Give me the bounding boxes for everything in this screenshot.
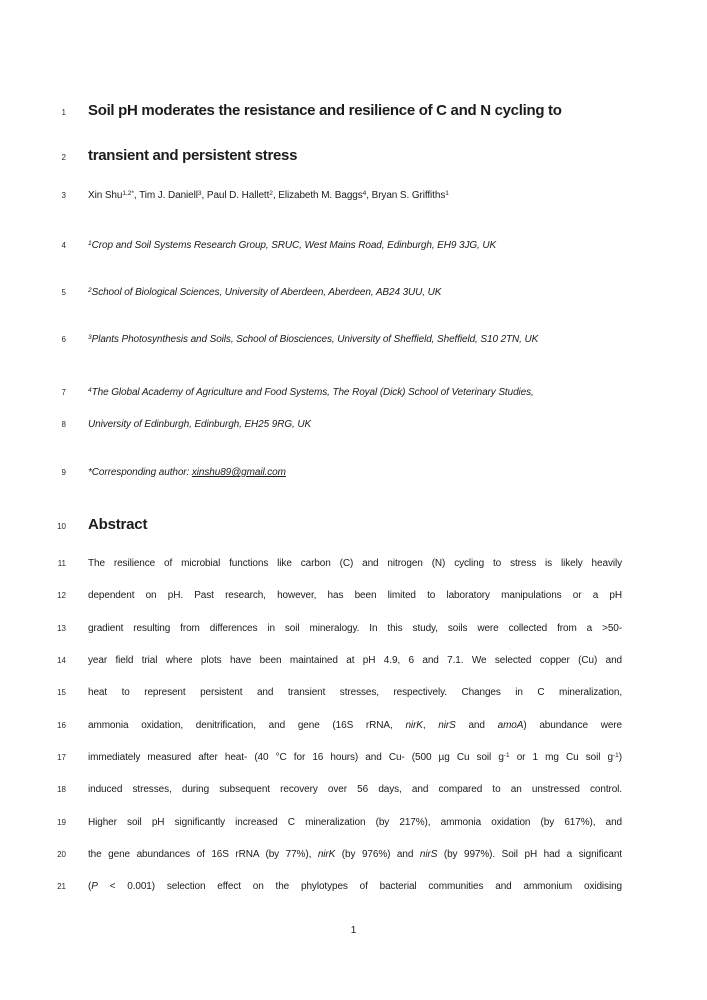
affiliation-name: Plants Photosynthesis and Soils, School of Biosciences, University of Sheffield, Sheffield, S10 2TN, UK xyxy=(91,334,539,345)
abstract-text-run: , xyxy=(422,720,439,731)
line-number: 1 xyxy=(61,108,66,117)
affiliation-3 xyxy=(28,333,622,348)
abstract-text: year field trial where plots have been maintained at pH 4.9, 6 and 7.1. We selected copper (Cu) and xyxy=(88,655,622,666)
gene-name: nirK xyxy=(317,849,336,860)
line-number: 4 xyxy=(61,241,66,250)
abstract-line xyxy=(28,880,622,894)
abstract-line xyxy=(28,751,622,766)
corresponding-author-text xyxy=(88,466,622,480)
line-number: 20 xyxy=(57,850,66,859)
abstract-text-run: ( xyxy=(88,881,92,892)
affiliation-name: The Global Academy of Agriculture and Food Systems, The Royal (Dick) School of Veterinary Studies, xyxy=(91,387,534,398)
abstract-line xyxy=(28,654,622,668)
abstract-text-run: or 1 mg Cu soil g xyxy=(509,752,613,763)
line-number: 14 xyxy=(57,656,66,665)
author-name: , Elizabeth M. Baggs xyxy=(272,190,363,201)
abstract-text xyxy=(88,848,622,862)
paper-title-text: Soil pH moderates the resistance and resilience of C and N cycling to xyxy=(88,102,562,119)
abstract-heading xyxy=(28,514,622,536)
line-number: 13 xyxy=(57,624,66,633)
abstract-text: dependent on pH. Past research, however, has been limited to laboratory manipulations or a pH xyxy=(88,590,622,601)
line-number: 6 xyxy=(61,335,66,344)
abstract-text-run: ) xyxy=(618,752,622,763)
abstract-text-run: ) abundance were xyxy=(523,720,622,731)
line-number: 5 xyxy=(61,288,66,297)
author-affiliation-superscript: 1,2* xyxy=(122,189,134,197)
authors-line xyxy=(28,189,622,204)
title-line-1 xyxy=(28,100,622,122)
line-number: 16 xyxy=(57,721,66,730)
abstract-text-run: ammonia oxidation, denitrification, and gene (16S rRNA, xyxy=(88,720,406,731)
affiliation-number-superscript: 3 xyxy=(88,333,92,341)
author-affiliation-superscript: 3 xyxy=(197,189,202,197)
authors-text xyxy=(88,189,622,204)
author-affiliation-superscript: 1 xyxy=(445,189,449,197)
paper-title-text: transient and persistent stress xyxy=(88,147,298,164)
author-name: , Paul D. Hallett xyxy=(201,190,270,201)
page-number: 1 xyxy=(350,925,357,936)
affiliation-name: Crop and Soil Systems Research Group, SRUC, West Mains Road, Edinburgh, EH9 3JG, UK xyxy=(91,240,497,251)
affiliation-number-superscript: 2 xyxy=(88,286,92,294)
affiliation-text xyxy=(88,386,622,401)
abstract-line xyxy=(28,719,622,733)
abstract-text-run: immediately measured after heat- (40 °C for 16 hours) and Cu- (500 µg Cu soil g xyxy=(88,752,504,763)
line-number: 12 xyxy=(57,591,66,600)
affiliation-4-line-2 xyxy=(28,418,622,432)
line-number: 21 xyxy=(57,882,66,891)
gene-name: amoA xyxy=(497,720,524,731)
abstract-text: gradient resulting from differences in soil mineralogy. In this study, soils were collected from a >50- xyxy=(88,623,622,634)
gene-name: nirS xyxy=(419,849,438,860)
author-name: , Bryan S. Griffiths xyxy=(366,190,446,201)
title-line-2 xyxy=(28,145,622,167)
author-affiliation-superscript: 4 xyxy=(362,189,367,197)
abstract-text-run: (by 976%) and xyxy=(335,849,420,860)
statistic-p-italic: P xyxy=(91,881,98,892)
line-number: 15 xyxy=(57,688,66,697)
abstract-text: induced stresses, during subsequent recovery over 56 days, and compared to an unstressed control. xyxy=(88,784,622,795)
abstract-text xyxy=(88,880,622,894)
corresponding-author-label: *Corresponding author: xyxy=(88,467,192,478)
abstract-heading-text: Abstract xyxy=(88,516,148,533)
affiliation-text xyxy=(88,333,622,348)
abstract-line xyxy=(28,848,622,862)
abstract-text: Higher soil pH significantly increased C mineralization (by 217%), ammonia oxidation (by 617%), and xyxy=(88,817,622,828)
abstract-line xyxy=(28,686,622,700)
line-number: 17 xyxy=(57,753,66,762)
line-number: 9 xyxy=(61,468,66,477)
corresponding-author-line xyxy=(28,466,622,480)
abstract-text-run: (by 997%). Soil pH had a significant xyxy=(437,849,622,860)
email-link[interactable]: xinshu89@gmail.com xyxy=(191,467,286,478)
affiliation-number-superscript: 4 xyxy=(88,386,92,394)
line-number: 11 xyxy=(57,559,66,568)
gene-name: nirK xyxy=(405,720,423,731)
abstract-text-run: < 0.001) selection effect on the phylotypes of bacterial communities and ammonium oxidising xyxy=(97,881,622,892)
line-number: 19 xyxy=(57,818,66,827)
affiliation-name: School of Biological Sciences, University of Aberdeen, Aberdeen, AB24 3UU, UK xyxy=(91,287,442,298)
line-number: 7 xyxy=(61,388,66,397)
affiliation-number-superscript: 1 xyxy=(88,239,92,247)
affiliation-2 xyxy=(28,286,622,301)
abstract-text xyxy=(88,751,622,766)
line-number: 10 xyxy=(57,522,66,531)
line-number: 3 xyxy=(61,191,66,200)
abstract-line xyxy=(28,622,622,636)
affiliation-4-line-1 xyxy=(28,386,622,401)
affiliation-text xyxy=(88,286,622,301)
affiliation-text: University of Edinburgh, Edinburgh, EH25 9RG, UK xyxy=(88,419,312,430)
author-affiliation-superscript: 2 xyxy=(269,189,273,197)
line-number: 18 xyxy=(57,785,66,794)
abstract-line xyxy=(28,783,622,797)
exponent-superscript: -1 xyxy=(612,751,619,759)
author-name: Xin Shu xyxy=(88,190,123,201)
exponent-superscript: -1 xyxy=(503,751,510,759)
abstract-line xyxy=(28,589,622,603)
abstract-text: heat to represent persistent and transient stresses, respectively. Changes in C mineralization, xyxy=(88,687,622,698)
abstract-line xyxy=(28,816,622,830)
abstract-text: The resilience of microbial functions like carbon (C) and nitrogen (N) cycling to stress is likely heavily xyxy=(88,558,622,569)
author-name: , Tim J. Daniell xyxy=(133,190,198,201)
gene-name: nirS xyxy=(438,720,456,731)
abstract-text xyxy=(88,719,622,733)
affiliation-1 xyxy=(28,239,622,254)
abstract-text-run: the gene abundances of 16S rRNA (by 77%), xyxy=(88,849,318,860)
line-number: 8 xyxy=(61,420,66,429)
line-number: 2 xyxy=(61,153,66,162)
affiliation-text xyxy=(88,239,622,254)
abstract-text-run: and xyxy=(455,720,498,731)
abstract-line xyxy=(28,557,622,571)
